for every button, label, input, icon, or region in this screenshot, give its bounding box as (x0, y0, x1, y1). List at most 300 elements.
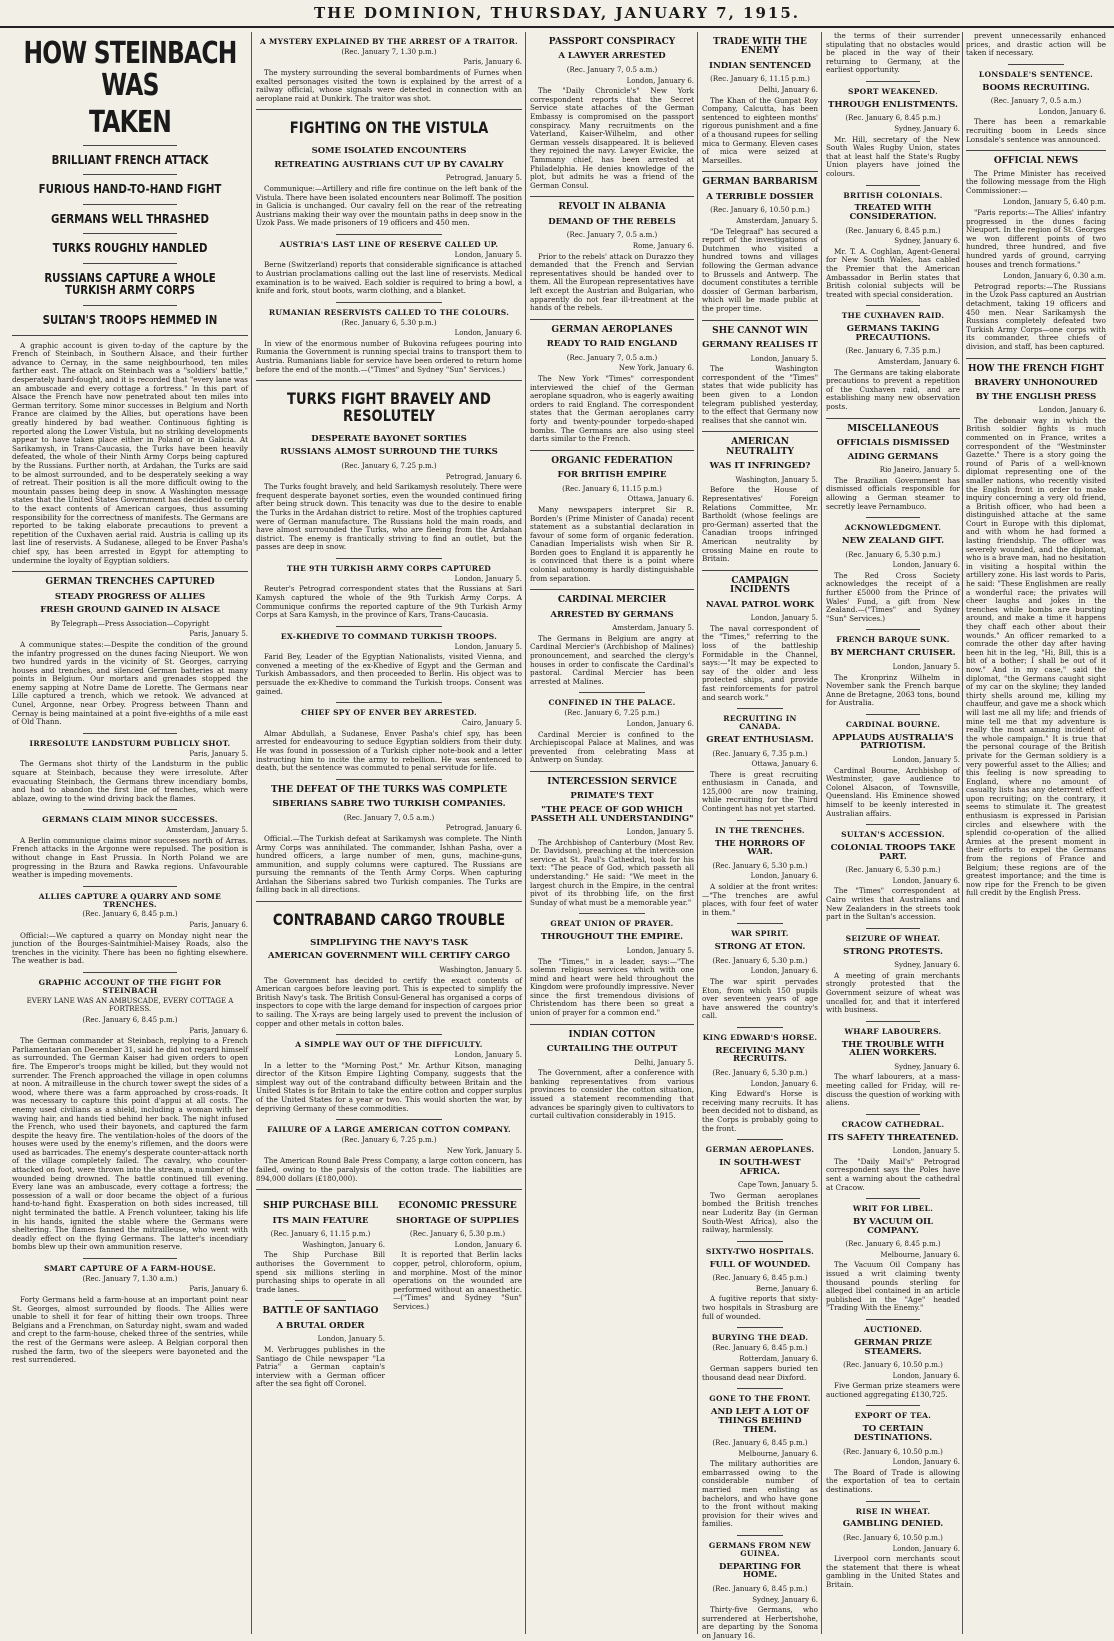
received-time: (Rec. January 6, 5.30 p.m.) (845, 866, 941, 875)
divider (702, 171, 818, 172)
article-deck: THROUGHOUT THE EMPIRE. (540, 932, 684, 943)
divider (966, 358, 1106, 359)
article-body: In view of the enormous number of Bukovina refugees pouring into Rumania the Government is running special trains to transport them to Austria. Rumanians liable for service have been ordered to return home before the end of the month.—("Times" and Sydney "Sun" Services.) (256, 338, 522, 374)
article-headline: WAR SPIRIT. (731, 929, 789, 939)
article-headline: ECONOMIC PRESSURE (398, 1201, 517, 1212)
article-headline: SHIP PURCHASE BILL (263, 1201, 378, 1212)
divider (737, 1535, 783, 1536)
article-headline: LONSDALE'S SENTENCE. (978, 69, 1094, 79)
article-body: Five German prize steamers were auctioned aggregating £130,725. (826, 1381, 960, 1399)
article-deck: THROUGH ENLISTMENTS. (828, 99, 958, 110)
article-headline: PASSPORT CONSPIRACY (548, 37, 676, 47)
article-headline: GERMAN AEROPLANES (551, 324, 673, 335)
deck-headline: BRILLIANT FRENCH ATTACK (51, 152, 209, 167)
article-headline: CARDINAL BOURNE. (845, 719, 941, 729)
article-deck: DESPERATE BAYONET SORTIES (311, 433, 467, 444)
divider (866, 81, 920, 82)
article-headline: WHARF LABOURERS. (844, 1026, 942, 1036)
divider (83, 809, 177, 810)
article-deck: GREAT ENTHUSIASM. (706, 734, 814, 745)
received-time: (Rec. January 6, 5.30 p.m.) (712, 861, 808, 870)
article-body: In a letter to the "Morning Post," Mr. Arthur Kitson, managing director of the Kitson Empire Lighting Company, suggests that the simplest way out of the contraband difficulty between Britain and the United States is for Britain to take the entire cotton and copper surplus of the United States for a year or two. This would shorten the war, by depriving Germany of these commodities. (256, 1060, 522, 1113)
article-headline: BURYING THE DEAD. (711, 1333, 809, 1343)
article-headline: CRACOW CATHEDRAL. (841, 1119, 945, 1129)
article-headline: BRITISH COLONIALS. (843, 190, 943, 200)
article-deck: TO CERTAIN DESTINATIONS. (853, 1424, 933, 1443)
article-body: The Germans are taking elaborate precautions to prevent a repetition of the Cuxhaven raid, and are establishing many new observation posts. (826, 367, 960, 412)
dateline: Ottawa, January 6. (751, 760, 818, 769)
article-body: The "Daily Mail's" Petrograd correspondent says the Poles have sent a warning about the cathedral at Cracow. (826, 1156, 960, 1192)
divider (530, 196, 694, 197)
article-headline: FRENCH BARQUE SUNK. (836, 635, 950, 645)
dateline: Rome, January 6. (632, 241, 694, 250)
article-body: The Ship Purchase Bill authorises the Government to spend six millions sterling in purchasing ships to operate in all trade lanes. (256, 1250, 385, 1294)
article-body: Mr. Hill, secretary of the New South Wales Rugby Union, states that at least half the State's Rugby Union players have joined the colours. (826, 134, 960, 178)
byline: By Telegraph—Press Association—Copyright (50, 619, 210, 628)
article-body-continued: prevent unnecessarily enhanced prices, and drastic action will be taken if necessary. (966, 31, 1106, 58)
received-time: (Rec. January 6, 8.45 p.m.) (845, 114, 941, 123)
received-time: (Rec. January 6, 7.25 p.m.) (564, 709, 660, 718)
article-body: Thirty-five Germans, who surrendered at Herbertshohe, are departing by the Sonoma on January 16. (702, 1605, 818, 1640)
article-body: A soldier at the front writes:—"The trenches are awful places, with four feet of water in them." (702, 881, 818, 917)
divider (866, 1021, 920, 1022)
article-headline: SEIZURE OF WHEAT. (845, 933, 941, 943)
article-body: The New York "Times" correspondent interviewed the chief of the German aeroplane squadron, who is eagerly awaiting orders to raid England. The correspondent states that the German aeroplanes carry forty and twenty-pounder torpedo-shaped bombs. The Germans are also using steel darts similar to the French. (530, 373, 694, 444)
article-body: Farid Bey, Leader of the Egyptian Nationalists, visited Vienna, and convened a meeting of the ex-Khedive of Egypt and the German and Turkish Ambassadors, and then proceeded to Berlin. His object was to persuade the ex-Khedive to command the Turkish troops. Consent was gained. (256, 652, 522, 696)
divider (866, 1114, 920, 1115)
article-deck: ITS SAFETY THREATENED. (827, 1132, 959, 1143)
column-5 (826, 32, 960, 1634)
article-deck: BY MERCHANT CRUISER. (830, 648, 956, 659)
article-body: The "Daily Chronicle's" New York correspondent reports that the Secret Service state attaches of the German Embassy is compromised on the passport conspiracy. Many recruitments on the Vaterland, Kaiser-Wilhelm, and other German vessels disappeared. It is believed they rejoined the navy. Lawyer Ewicke, the Tammany chief, has been arrested at Philadelphia. He denies knowledge of the plot, but admits he was a friend of the German Consul. (530, 86, 694, 190)
received-time: (Rec. January 7, 0.5 a.m.) (566, 66, 658, 75)
article-headline: SIXTY-TWO HOSPITALS. (705, 1246, 815, 1256)
dateline: London, January 5. (892, 1147, 960, 1156)
article-headline: CAMPAIGN INCIDENTS (730, 575, 790, 596)
article-body: The Germans shot thirty of the Landsturm in the public square at Steinbach, because they were irresolute. After evacuating Steinbach, the Germans threw incendiary bombs, and had to abandon the first line of trenches, which were ablaze, owing to the wind driving back the flames. (12, 759, 248, 803)
dateline: London, January 6. (750, 872, 818, 881)
article-deck: THE HORRORS OF WAR. (714, 838, 806, 858)
article-headline: IRRESOLUTE LANDSTURM PUBLICLY SHOT. (29, 738, 231, 748)
dateline: London, January 5. (750, 354, 818, 363)
article-body: Two German aeroplanes bombed the British trenches near Luderitz Bay (in German South-West Africa), also the railway, harmlessly. (702, 1190, 818, 1235)
article-headline: CARDINAL MERCIER (557, 595, 667, 606)
article-body: Communique:—Artillery and rifle fire continue on the left bank of the Vistula. There have been isolated encounters near Bolimoff. The position in Galicia is unchanged. Our cavalry fell on the rear of the retreating Austrians making their way over the mountain paths in deep snow in the Uzok Pass. We made prisoners of 19 officers and 450 men. (256, 184, 522, 228)
article-deck: BOOMS RECRUITING. (982, 82, 1090, 93)
divider (866, 928, 920, 929)
article-deck: APPLAUDS AUSTRALIA'S PATRIOTISM. (832, 732, 954, 752)
received-time: (Rec. January 7, 0.5 a.m.) (566, 231, 658, 240)
dateline: Amsterdam, January 6. (878, 358, 960, 367)
divider (336, 626, 442, 627)
dateline: Amsterdam, January 5. (736, 217, 818, 226)
lead-headline-line-2: TAKEN (88, 105, 172, 140)
article-deck: STEADY PROGRESS OF ALLIES (54, 591, 206, 602)
article-body: A fugitive reports that sixty-two hospitals in Strasburg are full of wounded. (702, 1294, 818, 1321)
divider (737, 1388, 783, 1389)
article-body: The wharf labourers, at a mass-meeting called for Friday, will re-discuss the question of working with aliens. (826, 1072, 960, 1108)
divider (866, 305, 920, 306)
received-time: (Rec. January 6, 5.30 p.m.) (409, 1230, 506, 1239)
article-deck: AMERICAN GOVERNMENT WILL CERTIFY CARGO (267, 951, 511, 962)
article-headline: GERMANS CLAIM MINOR SUCCESSES. (42, 815, 218, 825)
article-body: A communique states:—Despite the condition of the ground the infantry progressed on the dunes facing Nieuport. We won two hundred yards in the vicinity of St. Georges, carrying houses and trenches, and silenced German batteries at many points in Belgium. Our mortars and grenades stopped the enemy sapping at Notre Dame de Lorette. The Germans near Lille captured a trench, which we retook. We advanced at Cunel, Argonne, near Orbey. Progress between Thann and Cernay is being maintained at a point five-eighths of a mile east of Old Thann. (12, 639, 248, 727)
article-deck: A TERRIBLE DOSSIER (706, 191, 814, 202)
article-deck: SIBERIANS SABRE TWO TURKISH COMPANIES. (272, 799, 506, 810)
article-body: Many newspapers interpret Sir R. Borden's (Prime Minister of Canada) recent statement as a substantial declaration in favour of some form of organic federation. Canadian Imperialists wish when Sir R. Borden goes to England it is apparently he is convinced that there is a point where colonial autonomy is hardly distinguishable from separation. (530, 504, 694, 583)
divider (336, 702, 442, 703)
dateline: Washington, January 6. (302, 1240, 385, 1249)
divider (530, 1024, 694, 1025)
deck-headline: GERMANS WELL THRASHED (50, 211, 209, 226)
article-body: The Government has decided to certify the exact contents of American cargoes before leaving port. This is expected to simplify the British Navy's task. The British Consul-General has organised a corps of inspectors to cope with the large demand for inspection of cargoes prior to sailing. The X-rays are being largely used to prevent the inclusion of copper and other metals in cotton bales. (256, 975, 522, 1028)
dateline: London, January 6. (626, 719, 694, 728)
article-headline: WRIT FOR LIBEL. (852, 1204, 934, 1214)
received-time: (Rec. January 6, 10.50 p.m.) (843, 1361, 943, 1370)
dateline: London, January 6, 0.30 a.m. (1003, 272, 1106, 281)
dateline: Amsterdam, January 5. (612, 624, 694, 633)
article-headline: RUMANIAN RESERVISTS CALLED TO THE COLOURS. (268, 307, 510, 317)
divider (83, 145, 177, 146)
column-rule (821, 32, 822, 1634)
article-body: The Red Cross Society acknowledges the receipt of a further £5000 from the Prince of Wales' Fund, a gift from New Zealand.—("Times" and Sydney "Sun" Services.) (826, 570, 960, 623)
divider (866, 1198, 920, 1199)
article-deck: NEW ZEALAND GIFT. (841, 536, 945, 547)
column-4 (702, 32, 818, 1640)
dateline: Delhi, January 5. (634, 1058, 694, 1067)
dateline: London, January 6. (892, 561, 960, 570)
divider (336, 1034, 442, 1035)
received-time: (Rec. January 6, 5.30 p.m.) (845, 550, 941, 559)
divider (866, 629, 920, 630)
received-time: (Rec. January 6, 8.45 p.m.) (712, 1344, 808, 1353)
article-headline: OFFICIAL NEWS (993, 156, 1079, 167)
article-headline: GERMAN AEROPLANES. (705, 1145, 815, 1155)
article-headline: TRADE WITH THE ENEMY (713, 37, 807, 57)
received-time: (Rec. January 6, 8.45 p.m.) (82, 1015, 178, 1024)
divider (702, 570, 818, 571)
article-deck: PRIMATE'S TEXT (570, 791, 654, 802)
article-deck: DEMAND OF THE REBELS (548, 216, 676, 227)
dateline: London, January 6. (454, 1240, 522, 1249)
dateline: London, January 6. (1038, 107, 1106, 116)
article-deck: FRESH GROUND GAINED IN ALSACE (40, 605, 220, 616)
article-deck: INDIAN SENTENCED (709, 60, 811, 71)
divider (966, 150, 1106, 151)
divider (866, 517, 920, 518)
article-headline: EXPORT OF TEA. (854, 1411, 932, 1421)
dateline: London, January 5. (892, 755, 960, 764)
received-time: (Rec. January 7, 0.5 a.m.) (990, 97, 1082, 106)
article-subhead: EVERY LANE WAS AN AMBUSCADE, EVERY COTTAGE A FORTRESS. (26, 996, 234, 1014)
received-time: (Rec. January 6, 7.25 p.m.) (341, 1136, 437, 1145)
article-body-continued: the terms of their surrender stipulating that no obstacles would be placed in the way of their returning to Germany, at the earliest opportunity. (826, 31, 960, 75)
article-body: The Kronprinz Wilhelm in November sank the French barque Anne de Bretagne, 2063 tons, bound for Australia. (826, 672, 960, 708)
divider (530, 450, 694, 451)
article-body: Liverpool corn merchants scout the statement that there is wheat gambling in the United States and Britain. (826, 1554, 960, 1589)
dateline: Petrograd, January 6. (445, 824, 522, 833)
received-time: (Rec. January 6, 11.15 p.m.) (270, 1230, 371, 1239)
dateline: London, January 6. (892, 876, 960, 885)
article-headline: ALLIES CAPTURE A QUARRY AND SOME TRENCHES. (38, 891, 222, 909)
article-headline: INDIAN COTTON (568, 1029, 656, 1040)
article-headline: CONTRABAND CARGO TROUBLE (272, 910, 506, 930)
article-headline: MISCELLANEOUS (847, 423, 939, 434)
column-6 (966, 32, 1106, 1634)
article-deck: GAMBLING DENIED. (842, 1519, 944, 1530)
divider (579, 913, 645, 914)
received-time: (Rec. January 7, 0.5 a.m.) (343, 813, 435, 822)
article-deck: READY TO RAID ENGLAND (546, 339, 678, 350)
article-deck: AIDING GERMANS (847, 451, 939, 462)
divider (866, 1405, 920, 1406)
article-body: The Turks fought bravely, and held Sarikamysh resolutely. There were frequent desperate bayonet sorties, even the wounded continued firing after being struck down. This tenacity was due to the desire to enable the Turks in the Ardahan district to retire. Most of the trophies captured were of German manufacture. The Russians hold the main roads, and have almost surrounded the Turks, who are fleeing from the Ardahan district. The enemy is frantically striving to find an outlet, but the passes are deep in snow. (256, 482, 522, 552)
received-time: (Rec. January 6, 8.45 p.m.) (712, 1274, 808, 1283)
dateline: Berne, January 6. (755, 1284, 818, 1293)
dateline: London, January 5. (626, 946, 694, 955)
article-body: Official:—We captured a quarry on Monday night near the junction of the Bourges-Saintmihiel-Maisey Roads, also the trenches in the vicinity. There has been no fighting elsewhere. The weather is bad. (12, 930, 248, 966)
dateline: Paris, January 6. (189, 1285, 248, 1294)
dateline: Paris, January 5. (189, 749, 248, 758)
article-headline: A SIMPLE WAY OUT OF THE DIFFICULTY. (295, 1040, 483, 1050)
received-time: (Rec. January 6, 8.45 p.m.) (712, 1584, 808, 1593)
received-time: (Rec. January 6, 8.45 p.m.) (845, 1240, 941, 1249)
article-body: The American Round Bale Press Company, a large cotton concern, has failed, owing to the paralysis of the cotton trade. The liabilities are 894,000 dollars (£180,000). (256, 1156, 522, 1183)
article-headline: FIGHTING ON THE VISTULA (289, 118, 489, 138)
dateline: Paris, January 6. (463, 58, 522, 67)
article-deck: DEPARTING FOR HOME. (719, 1561, 801, 1581)
deck-headline: RUSSIANS CAPTURE A WHOLE TURKISH ARMY CORPS (44, 270, 216, 298)
divider (737, 708, 783, 709)
article-body: Mr. T. A. Coghlan, Agent-General for New South Wales, has cabled the Premier that the American Ambassador in Berlin states that British colonial subjects will be treated with special consideration. (826, 246, 960, 299)
divider (336, 234, 442, 235)
article-headline: GERMAN BARBARISM (702, 177, 818, 188)
article-headline: EX-KHEDIVE TO COMMAND TURKISH TROOPS. (280, 631, 498, 641)
divider (866, 1501, 920, 1502)
divider (83, 972, 177, 973)
article-body: The German commander at Steinbach, replying to a French Parliamentarian on December 31, said he did not regard himself as surrounded. The German Kaiser had given orders to open fire. The Emperor's troops might be killed, but they would not surrender. The French approached the village in open columns at noon. A mitrailleuse in the church tower swept the sides of a wood, where there was a farm approached by cross-roads. It was necessary to capture this point d'appui at all costs. The enemy used civilians as a shield, including a woman with her waving hair, and hands tied behind her back. The night infused the French, who used their bayonets, and captured the farm despite the heavy fire. The ventilation-holes of the doors of the houses were used by the enemy's riflemen, and the doors were used as barricades. The enemy's desperate counter-attack north of the village completely failed. The cavalry, who counter-attacked on foot, were thrown into the stream, a number of the wounded being drowned. The battle continued till evening. Every lane was an ambuscade, every cottage a fortress; the possession of a wall or door became the object of a furious hand-to-hand fight. Exasperation on both sides increased, till night terminated the battle. A French volunteer, taking his life in his hands, ignited the stable where the Germans were sheltering. The flames fanned the mitrailleuse, who went with deadly effect on the flying Germans. The latter's incendiary bombs blew up their own ammunition reserve. (12, 1036, 248, 1252)
article-deck: A BRUTAL ORDER (276, 1320, 365, 1331)
divider (256, 380, 522, 381)
divider (256, 901, 522, 902)
article-deck: TREATED WITH CONSIDERATION. (849, 203, 937, 223)
dateline: London, January 6. (626, 76, 694, 85)
received-time: (Rec. January 6, 11.15 p.m.) (710, 75, 810, 84)
article-deck: IN SOUTH-WEST AFRICA. (719, 1158, 801, 1177)
dateline: Melbourne, January 6. (738, 1449, 818, 1458)
divider (336, 1119, 442, 1120)
article-deck: THE TROUBLE WITH ALIEN WORKERS. (841, 1039, 945, 1059)
two-column-block (256, 1196, 522, 1392)
article-headline: A MYSTERY EXPLAINED BY THE ARREST OF A TRAITOR. (259, 37, 519, 46)
article-body: The Board of Trade is allowing the exportation of tea to certain destinations. (826, 1467, 960, 1494)
column-rule (697, 32, 698, 1634)
article-body: The Government, after a conference with banking representatives from various provinces to consider the cotton situation, issued a statement recommending that advances be sparingly given to cultivators to curtail cultivation considerably in 1915. (530, 1068, 694, 1121)
received-time: (Rec. January 6, 10.50 p.m.) (843, 1533, 943, 1542)
article-deck: FOR BRITISH EMPIRE (557, 470, 667, 481)
dateline: Sydney, January 6. (894, 961, 960, 970)
dateline: London, January 6. (892, 1371, 960, 1380)
received-time: (Rec. January 7, 1.30 p.m.) (341, 47, 437, 56)
article-deck: BY VACUUM OIL COMPANY. (853, 1217, 933, 1236)
article-headline: CONFINED IN THE PALACE. (548, 698, 676, 708)
article-body: The war spirit pervades Eton, from which 150 pupils over seventeen years of age have answered the country's call. (702, 976, 818, 1021)
article-deck: RUSSIANS ALMOST SURROUND THE TURKS (280, 447, 498, 458)
received-time: (Rec. January 6, 7.35 p.m.) (712, 749, 808, 758)
divider (866, 185, 920, 186)
received-time: (Rec. January 6, 11.15 p.m.) (562, 484, 662, 493)
received-time: (Rec. January 6, 7.25 p.m.) (341, 462, 437, 471)
dateline: Rio Janeiro, January 5. (879, 466, 960, 475)
divider (12, 571, 248, 572)
article-deck: GERMAN PRIZE STEAMERS. (854, 1337, 932, 1357)
article-body: "De Telegraaf" has secured a report of the investigations of Dutchmen who visited a hundred towns and villages following the German advance to Brussels and Antwerp. The document constitutes a terrible dossier of German barbarism, which will be made public at the proper time. (702, 226, 818, 313)
divider (336, 779, 442, 780)
deck-headline: FURIOUS HAND-TO-HAND FIGHT (38, 182, 222, 197)
received-time: (Rec. January 7, 1.30 a.m.) (82, 1274, 178, 1283)
received-time: (Rec. January 6, 10.50 p.m.) (843, 1447, 943, 1456)
article-headline: FAILURE OF A LARGE AMERICAN COTTON COMPANY. (267, 1125, 511, 1135)
article-deck: SOME ISOLATED ENCOUNTERS (311, 146, 467, 157)
article-headline: GREAT UNION OF PRAYER. (550, 919, 674, 929)
article-body: Official.—The Turkish defeat at Sarikamysh was complete. The Ninth Army Corps was annihilated. The commander, Ishhan Pasha, over a hundred officers, a large number of men, guns, machine-guns, ammunition, and supply columns were captured. The Russians are pursuing the remnants of the Tenth Army Corps. When capturing Ardahan the Siberians sabred two Turkish companies. The Turks are falling back in all directions. (256, 833, 522, 895)
column-3 (530, 32, 694, 1634)
divider (83, 204, 177, 205)
divider (737, 1139, 783, 1140)
dateline: London, January 5. (626, 828, 694, 837)
article-deck: RECEIVING MANY RECRUITS. (715, 1045, 805, 1065)
article-deck: BY THE ENGLISH PRESS (975, 391, 1097, 402)
dateline: Petrograd, January 5. (445, 174, 522, 183)
article-deck: ITS MAIN FEATURE (272, 1215, 369, 1226)
masthead: THE DOMINION, THURSDAY, JANUARY 7, 1915. (0, 0, 1114, 28)
divider (83, 233, 177, 234)
divider (336, 558, 442, 559)
article-deck: FULL OF WOUNDED. (709, 1259, 811, 1270)
dateline: London, January 6. (1038, 406, 1106, 415)
article-body: M. Verbrugges publishes in the Santiago de Chile newspaper "La Patria" a German captain's interview with a German officer after the sea fight off Coronel. (256, 1344, 385, 1389)
article-body: There has been a remarkable recruiting boom in Leeds since Lonsdale's sentence was announced. (966, 117, 1106, 144)
received-time: (Rec. January 6, 10.50 p.m.) (710, 206, 810, 215)
dateline: Amsterdam, January 5. (166, 826, 248, 835)
dateline: New York, January 5. (446, 1146, 522, 1155)
dateline: Ottawa, January 6. (627, 495, 694, 504)
article-deck: SIMPLIFYING THE NAVY'S TASK (310, 937, 468, 948)
divider (737, 1241, 783, 1242)
article-headline: SHE CANNOT WIN (712, 325, 808, 336)
article-body: Almar Abdullah, a Sudanese, Enver Pasha's chief spy, has been arrested for endeavouring to seduce Egyptian soldiers from their duty. He was found in possession of a Turkish cipher note-book and a letter instructing him to incite the army to rebellion. He was sentenced to death, but the sentence was commuted to penal servitude for life. (256, 728, 522, 773)
divider (83, 174, 177, 175)
dateline: Sydney, January 6. (752, 1595, 818, 1604)
dateline: New York, January 6. (618, 364, 694, 373)
dateline: London, January 6. (892, 1458, 960, 1467)
divider (83, 733, 177, 734)
article-body: King Edward's Horse is receiving many recruits. It has been decided not to disband, as the Corps is probably going to the front. (702, 1089, 818, 1133)
article-body: Cardinal Bourne, Archbishop of Westminster, gave audience to Colonel Alsacon, of Townsville, Queensland. His Eminence showed himself to be keenly interested in Australian affairs. (826, 765, 960, 818)
article-headline: ACKNOWLEDGMENT. (844, 523, 942, 533)
column-rule (962, 32, 963, 1634)
dateline: Cairo, January 5. (461, 719, 522, 728)
article-body: Prior to the rebels' attack on Durazzo they demanded that the French and Servian representatives should be handed over to them. All the European representatives have left except the Austrian and Bulgarian, who apparently do not fear ill-treatment at the hands of the rebels. (530, 251, 694, 313)
article-body: "Paris reports:—The Allies' infantry progressed in the dunes facing Nieuport. In the region of St. Georges we won different points of two hundred, three hundred, and five hundred yards of ground, carrying houses and trench formations." (966, 208, 1106, 269)
article-headline: GONE TO THE FRONT. (709, 1394, 811, 1404)
article-body: Petrograd reports:—The Russians in the Uzok Pass captured an Austrian detachment, taking 19 officers and 450 men. Near Sarikamysh the Russians completely defeated two Turkish Army Corps—one corps with its commander, three chiefs of division, and staff, has been captured. (966, 281, 1106, 351)
divider (866, 714, 920, 715)
article-headline: GERMANS FROM NEW GUINEA. (708, 1541, 812, 1558)
dateline: London, January 5. (892, 662, 960, 671)
received-time: (Rec. January 6, 8.45 p.m.) (82, 910, 178, 919)
article-headline: GRAPHIC ACCOUNT OF THE FIGHT FOR STEINBACH (38, 978, 222, 995)
dateline: London, January 5. (317, 1335, 385, 1344)
dateline: Cape Town, January 5. (737, 1181, 818, 1190)
article-deck: SHORTAGE OF SUPPLIES (396, 1215, 519, 1226)
divider (295, 1300, 347, 1301)
deck-headline: TURKS ROUGHLY HANDLED (52, 241, 208, 256)
article-intro: The Prime Minister has received the following message from the High Commissioner:— (966, 168, 1106, 195)
dateline: Melbourne, January 6. (880, 1250, 960, 1259)
article-body: The naval correspondent of the "Times," referring to the loss of the battleship Formidable in the Channel, says:—"It may be expected to say of the older and less protected ships, and provide fast reinforcements for patrol and search work." (702, 623, 818, 702)
dateline: Washington, January 5. (439, 966, 522, 975)
article-body: The Vacuum Oil Company has issued a writ claiming twenty thousand pounds sterling for alleged libel contained in an article published in the "Age" headed "Trading With the Enemy." (826, 1260, 960, 1313)
article-body: The military authorities are embarrassed owing to the considerable number of married men enlisting as bachelors, and who have gone to the front without making provision for their wives and families. (702, 1459, 818, 1529)
sub-column (393, 1196, 522, 1392)
article-body: The Germans in Belgium are angry at Cardinal Mercier's (Archbishop of Malines) pronouncement, and searched the clergy's houses in order to confiscate the Cardinal's pastoral. Cardinal Mercier has been arrested at Malines. (530, 633, 694, 686)
deck-headline: SULTAN'S TROOPS HEMMED IN (42, 313, 218, 328)
divider (866, 1319, 920, 1320)
dateline: Washington, January 5. (735, 475, 818, 484)
dateline: Sydney, January 6. (894, 237, 960, 246)
dateline: Delhi, January 6. (758, 86, 818, 95)
article-headline: AUSTRIA'S LAST LINE OF RESERVE CALLED UP. (279, 239, 499, 249)
article-deck: COLONIAL TROOPS TAKE PART. (830, 842, 956, 862)
article-body: A Berlin communique claims minor successes north of Arras. French attacks in the Argonne were repulsed. The position is without change in East Prussia. In North Poland we are progressing in the Bzura and Rawka regions. Unfavourable weather is impeding movements. (12, 835, 248, 880)
divider (256, 1189, 522, 1190)
article-body: Before the House of Representatives' Foreign Relations Committee, Mr. Bartholdt (whose feelings are pro-German) asserted that the Canadian troops infringed American neutrality by crossing Maine en route to Britain. (702, 485, 818, 564)
dateline: Paris, January 6. (189, 921, 248, 930)
received-time: (Rec. January 6, 7.35 p.m.) (845, 347, 941, 356)
article-deck: CURTAILING THE OUTPUT (546, 1044, 678, 1055)
divider (702, 320, 818, 321)
article-body: There is great recruiting enthusiasm in Canada, and 125,000 are now training, while recruiting for the Third Contingent has not yet started. (702, 769, 818, 814)
article-body: A meeting of grain merchants strongly protested that the Government seizure of wheat was uncalled for, and that it interfered with business. (826, 970, 960, 1015)
column-2 (256, 32, 522, 1634)
dateline: London, January 6. (750, 967, 818, 976)
article-deck: NAVAL PATROL WORK (705, 599, 815, 610)
article-body: The Brazilian Government has dismissed officials responsible for allowing a German steamer to secretly leave Pernambuco. (826, 475, 960, 511)
dateline: Paris, January 6. (189, 1026, 248, 1035)
divider (12, 335, 248, 336)
article-body: The Archbishop of Canterbury (Most Rev. Dr. Davidson), preaching at the intercession service at St. Paul's Cathedral, took for his text: "The peace of God, which passeth all understanding." He said: "We meet in the largest church in the Empire, in the central pivot of its throbbing life, on the first Sunday of what must be a memorable year." (530, 837, 694, 907)
dateline: London, January 5. (454, 250, 522, 259)
received-time: (Rec. January 6, 5.30 p.m.) (712, 956, 808, 965)
article-headline: RECRUITING IN CANADA. (723, 714, 797, 732)
article-deck: RETREATING AUSTRIANS CUT UP BY CAVALRY (274, 159, 504, 170)
dateline: Paris, January 5. (189, 630, 248, 639)
divider (83, 886, 177, 887)
article-deck: "THE PEACE OF GOD WHICH PASSETH ALL UNDERSTANDING" (530, 804, 694, 824)
article-body: Reuter's Petrograd correspondent states that the Russians at Sari Kamysh captured the whole of the 9th Turkish Army Corps. A Communique confirms the reported capture of the 9th Turkish Army Corps at Sara Kamysh, in the province of Kars, Trans-Caucasia. (256, 584, 522, 620)
article-headline: AUCTIONED. (863, 1325, 923, 1335)
article-headline: HOW THE FRENCH FIGHT (967, 363, 1105, 374)
article-deck: BRAVERY UNHONOURED (974, 377, 1098, 388)
article-body: The debonair way in which the British soldier fights is much commented on in France, writes a correspondent of the "Westminster Gazette." There is a story going the round of Paris of a well-known diplomat representing one of the smaller nations, who recently visited the English front in order to make inquiry concerning a very old friend, a British officer, who had been a distinguished attache at the same Court in Europe with this diplomat, and with whom he had formed a lasting friendship. The officer was severely wounded, and the diplomat, who is a brave man, had no hesitation in visiting a hospital within the artillery zone. His last words to Paris, he said: "These Englishmen are really a wonderful race; the privates will cheer laughs and jokes in the trenches while bombs are bursting around, and make a time it happens they chaff each other about their wounds." An officer remarked to a comrade the other day after having been hit in the leg, "Hi, Bill, this is a bit of a bother; I shall be out of it now." And in my case," said the diplomat, "the Germans caught sight of my car on the skyline; they landed thirty shells around me, killing my chauffeur, and gave me a shock which will last me all my life; and friends of mine tell me that my adventure is really the most amazing incident of the whole campaign." It is true that the personal courage of the British private for the German soldiery is a very powerful asset to the Allies; and this feeling is now spreading to England, where no amount of casualty lists has any deterrent effect upon recruiting; on the contrary, it seems to stimulate it. The greatest enthusiasm is expressed in Parisian circles and elsewhere with the splendid co-operation of the allied Armies at the present moment in their efforts to expel the Germans from the regions of France and Belgium; these regions are of the greatest importance; and the time is now ripe for the French to be given full credit by the English Press. (966, 415, 1106, 898)
divider (530, 589, 694, 590)
article-deck: GERMANS TAKING PRECAUTIONS. (846, 324, 940, 343)
divider (826, 418, 960, 419)
article-headline: THE DEFEAT OF THE TURKS WAS COMPLETE (270, 784, 508, 795)
divider (1008, 64, 1064, 65)
dateline: Rotterdam, January 6. (739, 1354, 818, 1363)
